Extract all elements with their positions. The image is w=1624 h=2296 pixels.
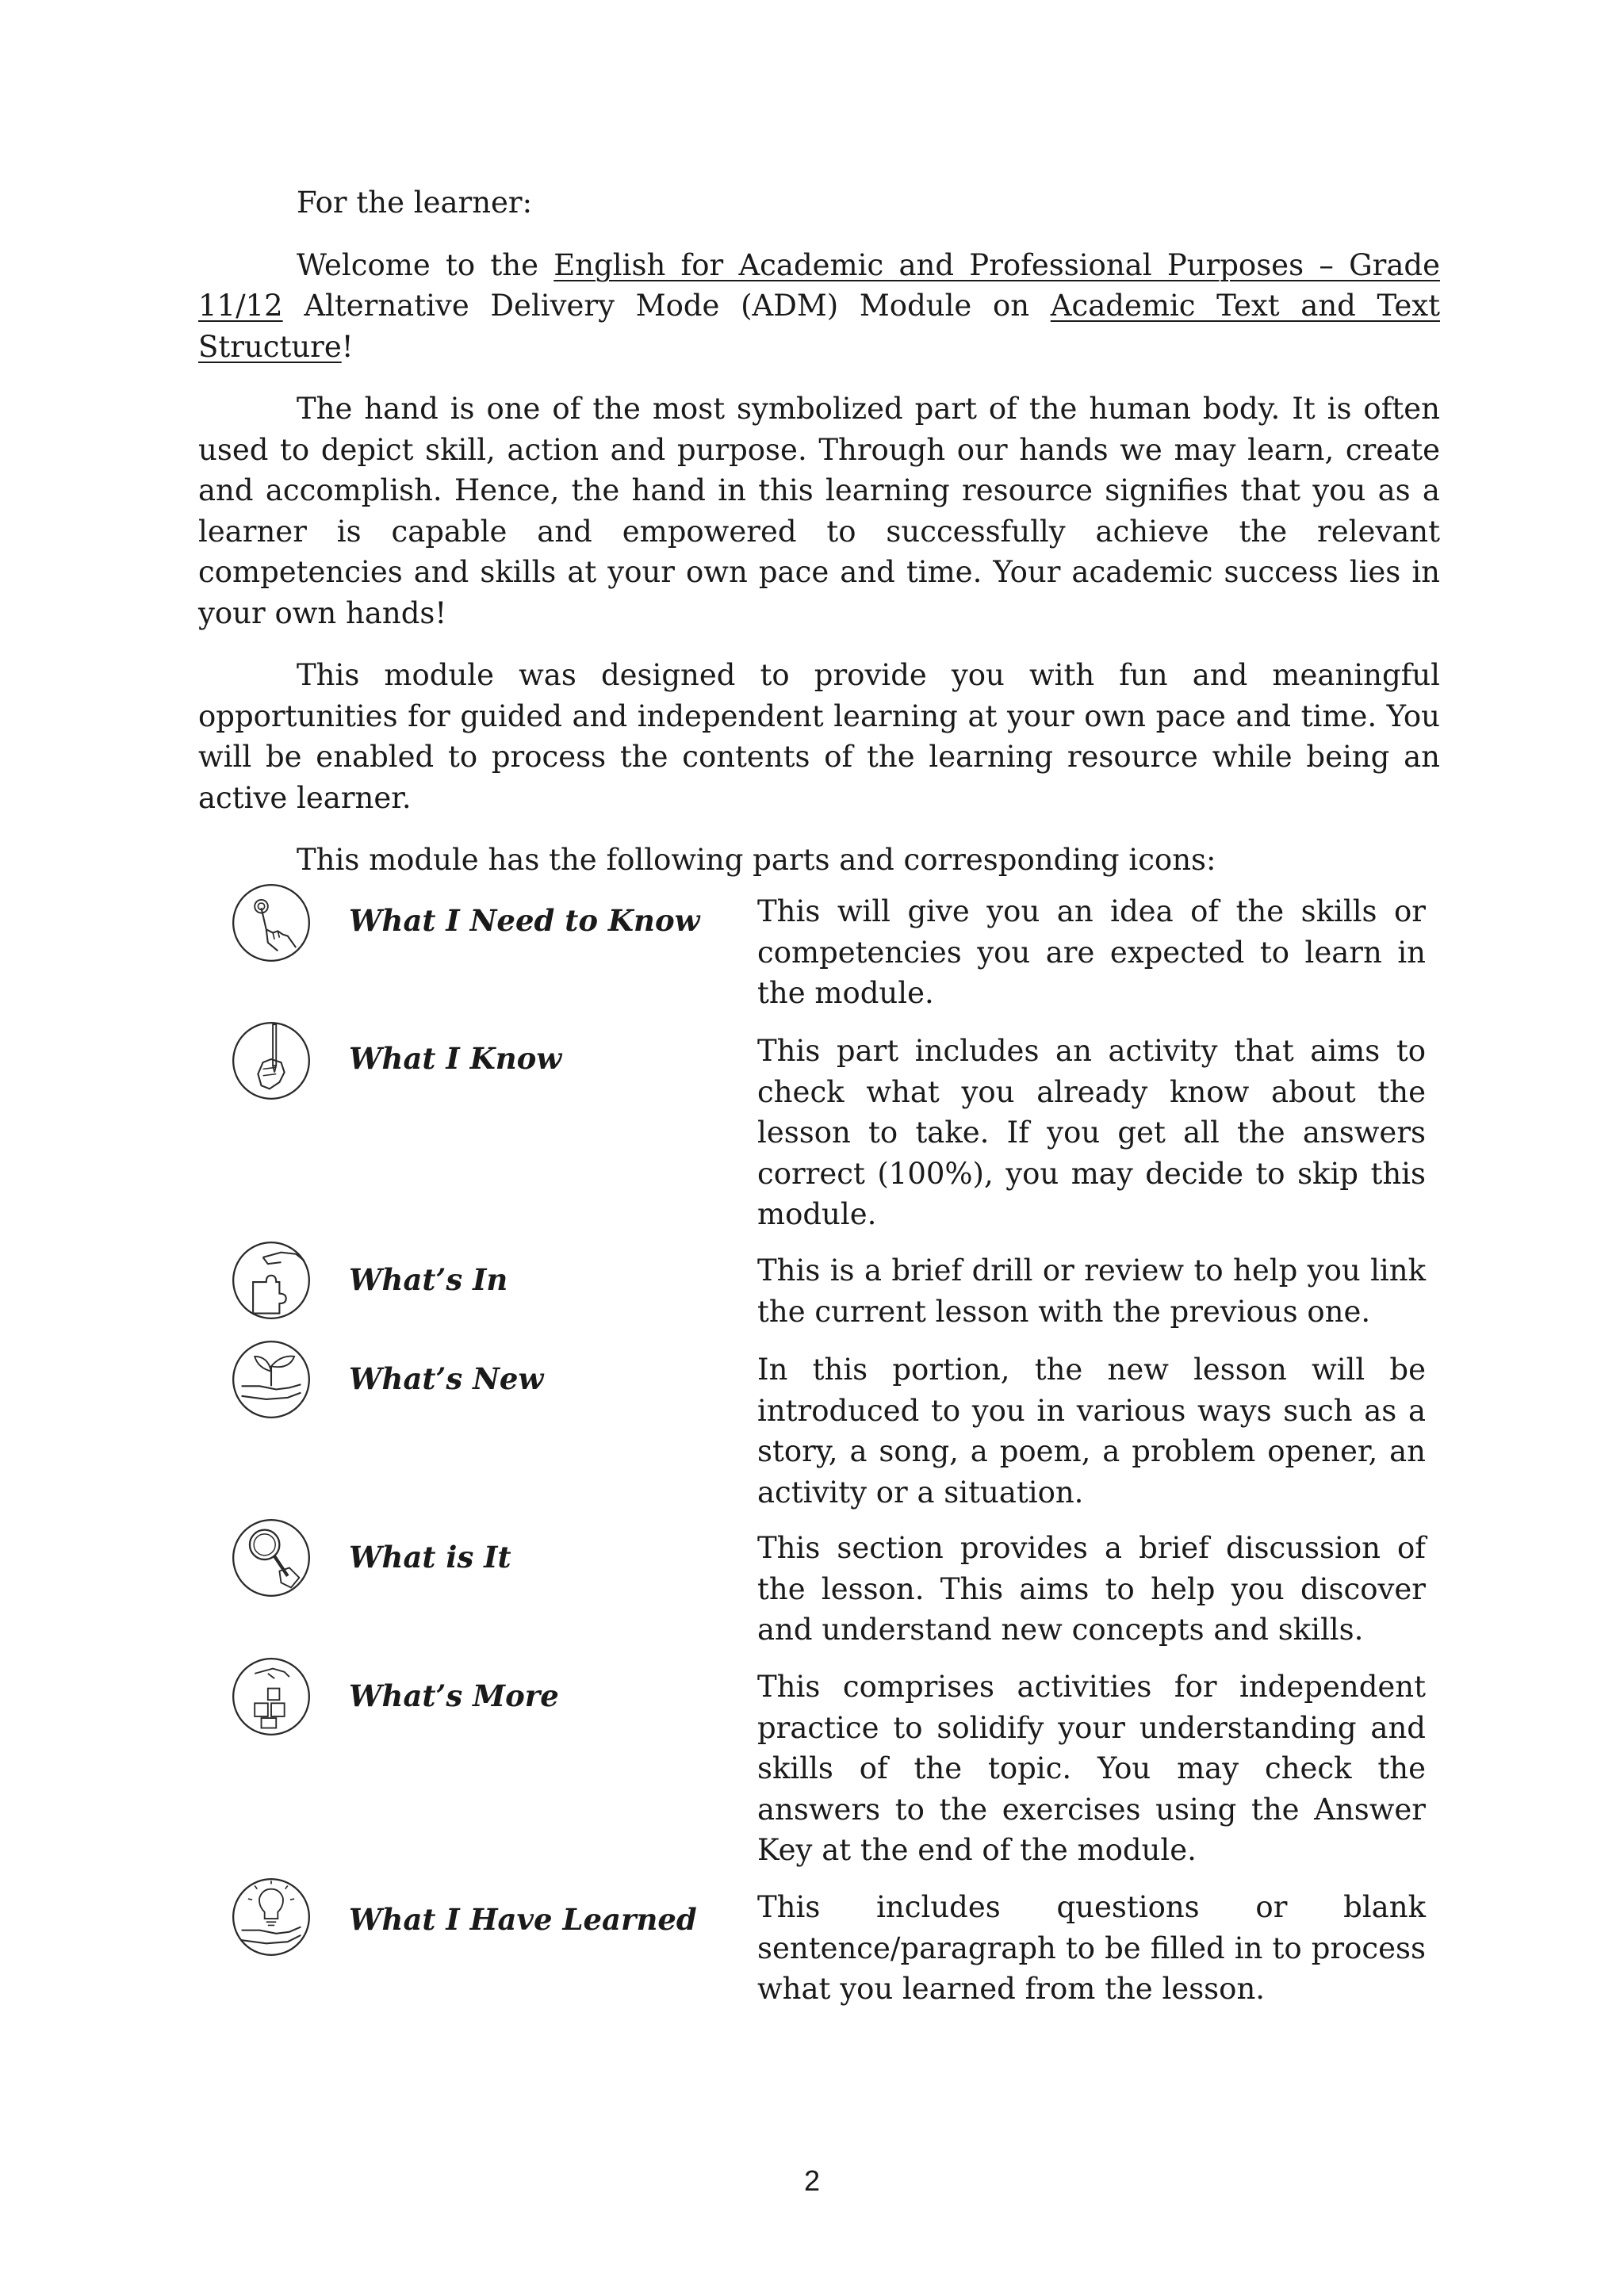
part-name: What I Have Learned (349, 1902, 697, 1937)
hand-sprout-icon (230, 1338, 312, 1421)
welcome-pre: Welcome to the (297, 247, 554, 282)
part-name: What I Know (349, 1041, 562, 1076)
intro-section (198, 182, 1440, 902)
hand-magnifier-icon (230, 1517, 312, 1599)
part-description: This includes questions or blank sentence/paragraph to be filled in to process what you learned from the lesson. (757, 1890, 1426, 2006)
part-description: In this portion, the new lesson will be introduced to you in various ways such as a story, a song, a poem, a problem opener, an activity or a situation. (757, 1353, 1426, 1510)
part-description: This section provides a brief discussion of the lesson. This aims to help you discover and understand new concepts and skills. (757, 1531, 1426, 1647)
part-name: What’s New (349, 1361, 544, 1396)
part-name: What is It (349, 1540, 511, 1575)
part-name: What’s In (349, 1262, 508, 1297)
part-row (198, 1338, 1440, 1513)
hand-blocks-icon (230, 1655, 312, 1738)
welcome-paragraph (198, 245, 1440, 368)
hand-lightbulb-icon (230, 1876, 312, 1958)
course-title-link: English for Academic and Professional Purposes – Grade 11/12 (198, 247, 1440, 323)
module-paragraph: This module was designed to provide you with fun and meaningful opportunities for guided and independent learning at your own pace and time. You will be enabled to process the contents of the learning resource while being an active learner. (198, 658, 1440, 815)
part-row (198, 1655, 1440, 1869)
topic-title-link: Academic Text and Text Structure (198, 289, 1440, 364)
part-row (198, 878, 1440, 1013)
part-row (198, 1517, 1440, 1651)
hand-holding-pencil-icon (230, 1020, 312, 1102)
welcome-mid: Alternative Delivery Mode (ADM) Module on (282, 289, 1051, 323)
part-description: This comprises activities for independent practice to solidify your understanding and skills of the topic. You may check the answers to the exercises using the Answer Key at the end of the module. (757, 1670, 1426, 1867)
part-description: This is a brief drill or review to help you link the current lesson with the previous one. (757, 1253, 1426, 1329)
parts-intro-text: This module has the following parts and corresponding icons: (297, 843, 1216, 877)
part-row (198, 1239, 1440, 1334)
part-description: This will give you an idea of the skills or competencies you are expected to learn in the module. (757, 894, 1426, 1010)
part-row (198, 1876, 1440, 2011)
pointing-hand-icon (230, 882, 312, 964)
greeting-text: For the learner: (297, 186, 533, 220)
hand-paragraph: The hand is one of the most symbolized part of the human body. It is often used to depict skill, action and purpose. Through our hands we may learn, create and accomplish. Hence, the hand in this learning resource signifies that you as a learner is capable and empowered to successfully achieve the relevant competencies and skills at your own pace and time. Your academic success lies in your own hands! (198, 392, 1440, 630)
hand-puzzle-piece-icon (230, 1239, 312, 1322)
page-number: 2 (803, 2164, 821, 2197)
part-row (198, 1020, 1440, 1231)
welcome-post: ! (341, 329, 354, 364)
part-description: This part includes an activity that aims to check what you already know about the lesson to take. If you get all the answers correct (100%), you may decide to skip this module. (757, 1034, 1426, 1231)
part-name: What’s More (349, 1678, 559, 1713)
part-name: What I Need to Know (349, 903, 700, 938)
